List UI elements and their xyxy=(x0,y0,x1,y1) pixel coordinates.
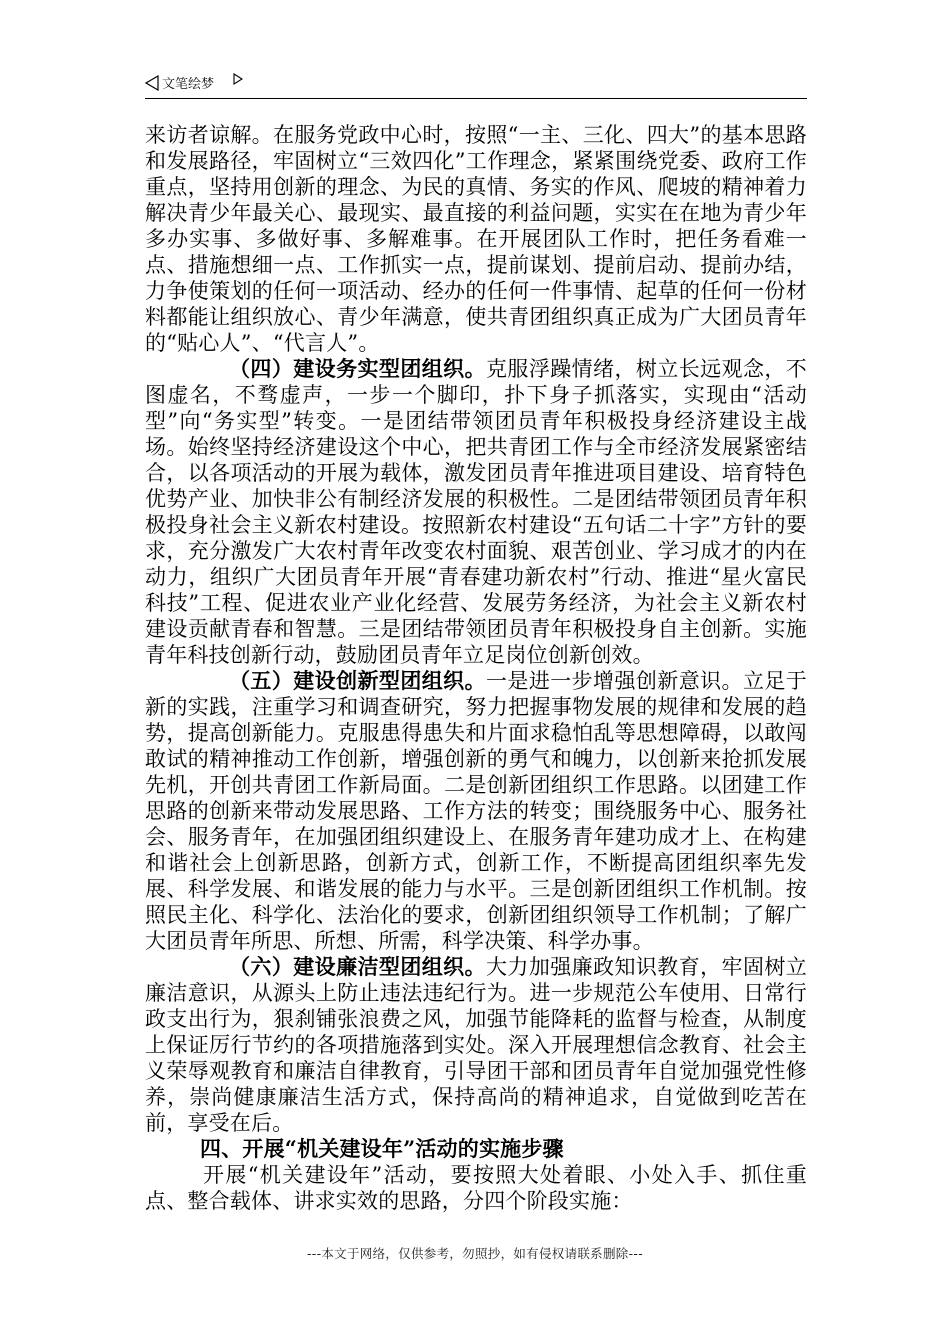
header-brand: 文笔绘梦 xyxy=(162,77,215,92)
heading-implementation-steps: 四、开展“机关建设年”活动的实施步骤 xyxy=(200,1136,564,1161)
section-text-6: 大力加强廉政知识教育，牢固树立廉洁意识，从源头上防止违法违纪行为。进一步规范公车使用、日常行政支出行为，狠刹铺张浪费之风，加强节能降耗的监督与检查，从制度上保证厉行节约的各项措施落到实处。深入开展理想信念教育、社会主义荣辱观教育和廉洁自律教育，引导团干部和团员青年自觉加强党性修养，崇尚健康廉洁生活方式，保持高尚的精神追求，自觉做到吃苦在前，享受在后。 xyxy=(145,955,807,1135)
paragraph-section-4 xyxy=(145,356,807,668)
page-footer-disclaimer: ---本文于网络，仅供参考，勿照抄，如有侵权请联系删除--- xyxy=(306,1246,644,1261)
section-text-4: 克服浮躁情绪，树立长远观念，不图虚名，不骛虚声，一步一个脚印，扑下身子抓落实，实现由“活动型”向“务实型”转变。一是团结带领团员青年积极投身经济建设主战场。始终坚持经济建设这个中心，把共青团工作与全市经济发展紧密结合，以各项活动的开展为载体，激发团员青年推进项目建设、培育特色优势产业、加快非公有制经济发展的积极性。二是团结带领团员青年积极投身社会主义新农村建设。按照新农村建设“五句话二十字”方针的要求，充分激发广大农村青年改变农村面貌、艰苦创业、学习成才的内在动力，组织广大团员青年开展“青春建功新农村”行动、推进“星火富民科技”工程、促进农业产业化经营、发展劳务经济，为社会主义新农村建设贡献青春和智慧。三是团结带领团员青年积极投身自主创新。实施青年科技创新行动，鼓励团员青年立足岗位创新创效。 xyxy=(145,357,807,667)
paragraph-implementation-intro: 开展“机关建设年”活动，要按照大处着眼、小处入手、抓住重点、整合载体、讲求实效的思路，分四个阶段实施： xyxy=(145,1163,807,1213)
triangle-left-icon xyxy=(145,75,159,91)
section-title-5: （五）建设创新型团组织。 xyxy=(229,668,486,693)
paragraph-section-5 xyxy=(145,668,807,954)
paragraph-section-6 xyxy=(145,954,807,1136)
page-header xyxy=(145,72,807,99)
section-title-4: （四）建设务实型团组织。 xyxy=(229,356,486,381)
section-text-5: 一是进一步增强创新意识。立足于新的实践，注重学习和调查研究，努力把握事物发展的规律和发展的趋势，提高创新能力。克服患得患失和片面求稳怕乱等思想障碍，以敢闯敢试的精神推动工作创新，增强创新的勇气和魄力，以创新来抢抓发展先机，开创共青团工作新局面。二是创新团组织工作思路。以团建工作思路的创新来带动发展思路、工作方法的转变；围绕服务中心、服务社会、服务青年，在加强团组织建设上、在服务青年建功成才上、在构建和谐社会上创新思路，创新方式，创新工作，不断提高团组织率先发展、科学发展、和谐发展的能力与水平。三是创新团组织工作机制。按照民主化、科学化、法治化的要求，创新团组织领导工作机制；了解广大团员青年所思、所想、所需，科学决策、科学办事。 xyxy=(145,669,807,953)
section-title-6: （六）建设廉洁型团组织。 xyxy=(229,954,486,979)
triangle-right-icon xyxy=(233,73,243,85)
paragraph-continuation: 来访者谅解。在服务党政中心时，按照“一主、三化、四大”的基本思路和发展路径，牢固树立“三效四化”工作理念，紧紧围绕党委、政府工作重点，坚持用创新的理念、为民的真情、务实的作风、爬坡的精神着力解决青少年最关心、最现实、最直接的利益问题，实实在在地为青少年多办实事、多做好事、多解难事。在开展团队工作时，把任务看难一点、措施想细一点、工作抓实一点，提前谋划、提前启动、提前办结，力争使策划的任何一项活动、经办的任何一件事情、起草的任何一份材料都能让组织放心、青少年满意，使共青团组织真正成为广大团员青年的“贴心人”、“代言人”。 xyxy=(145,123,807,355)
document-body xyxy=(145,122,807,1214)
